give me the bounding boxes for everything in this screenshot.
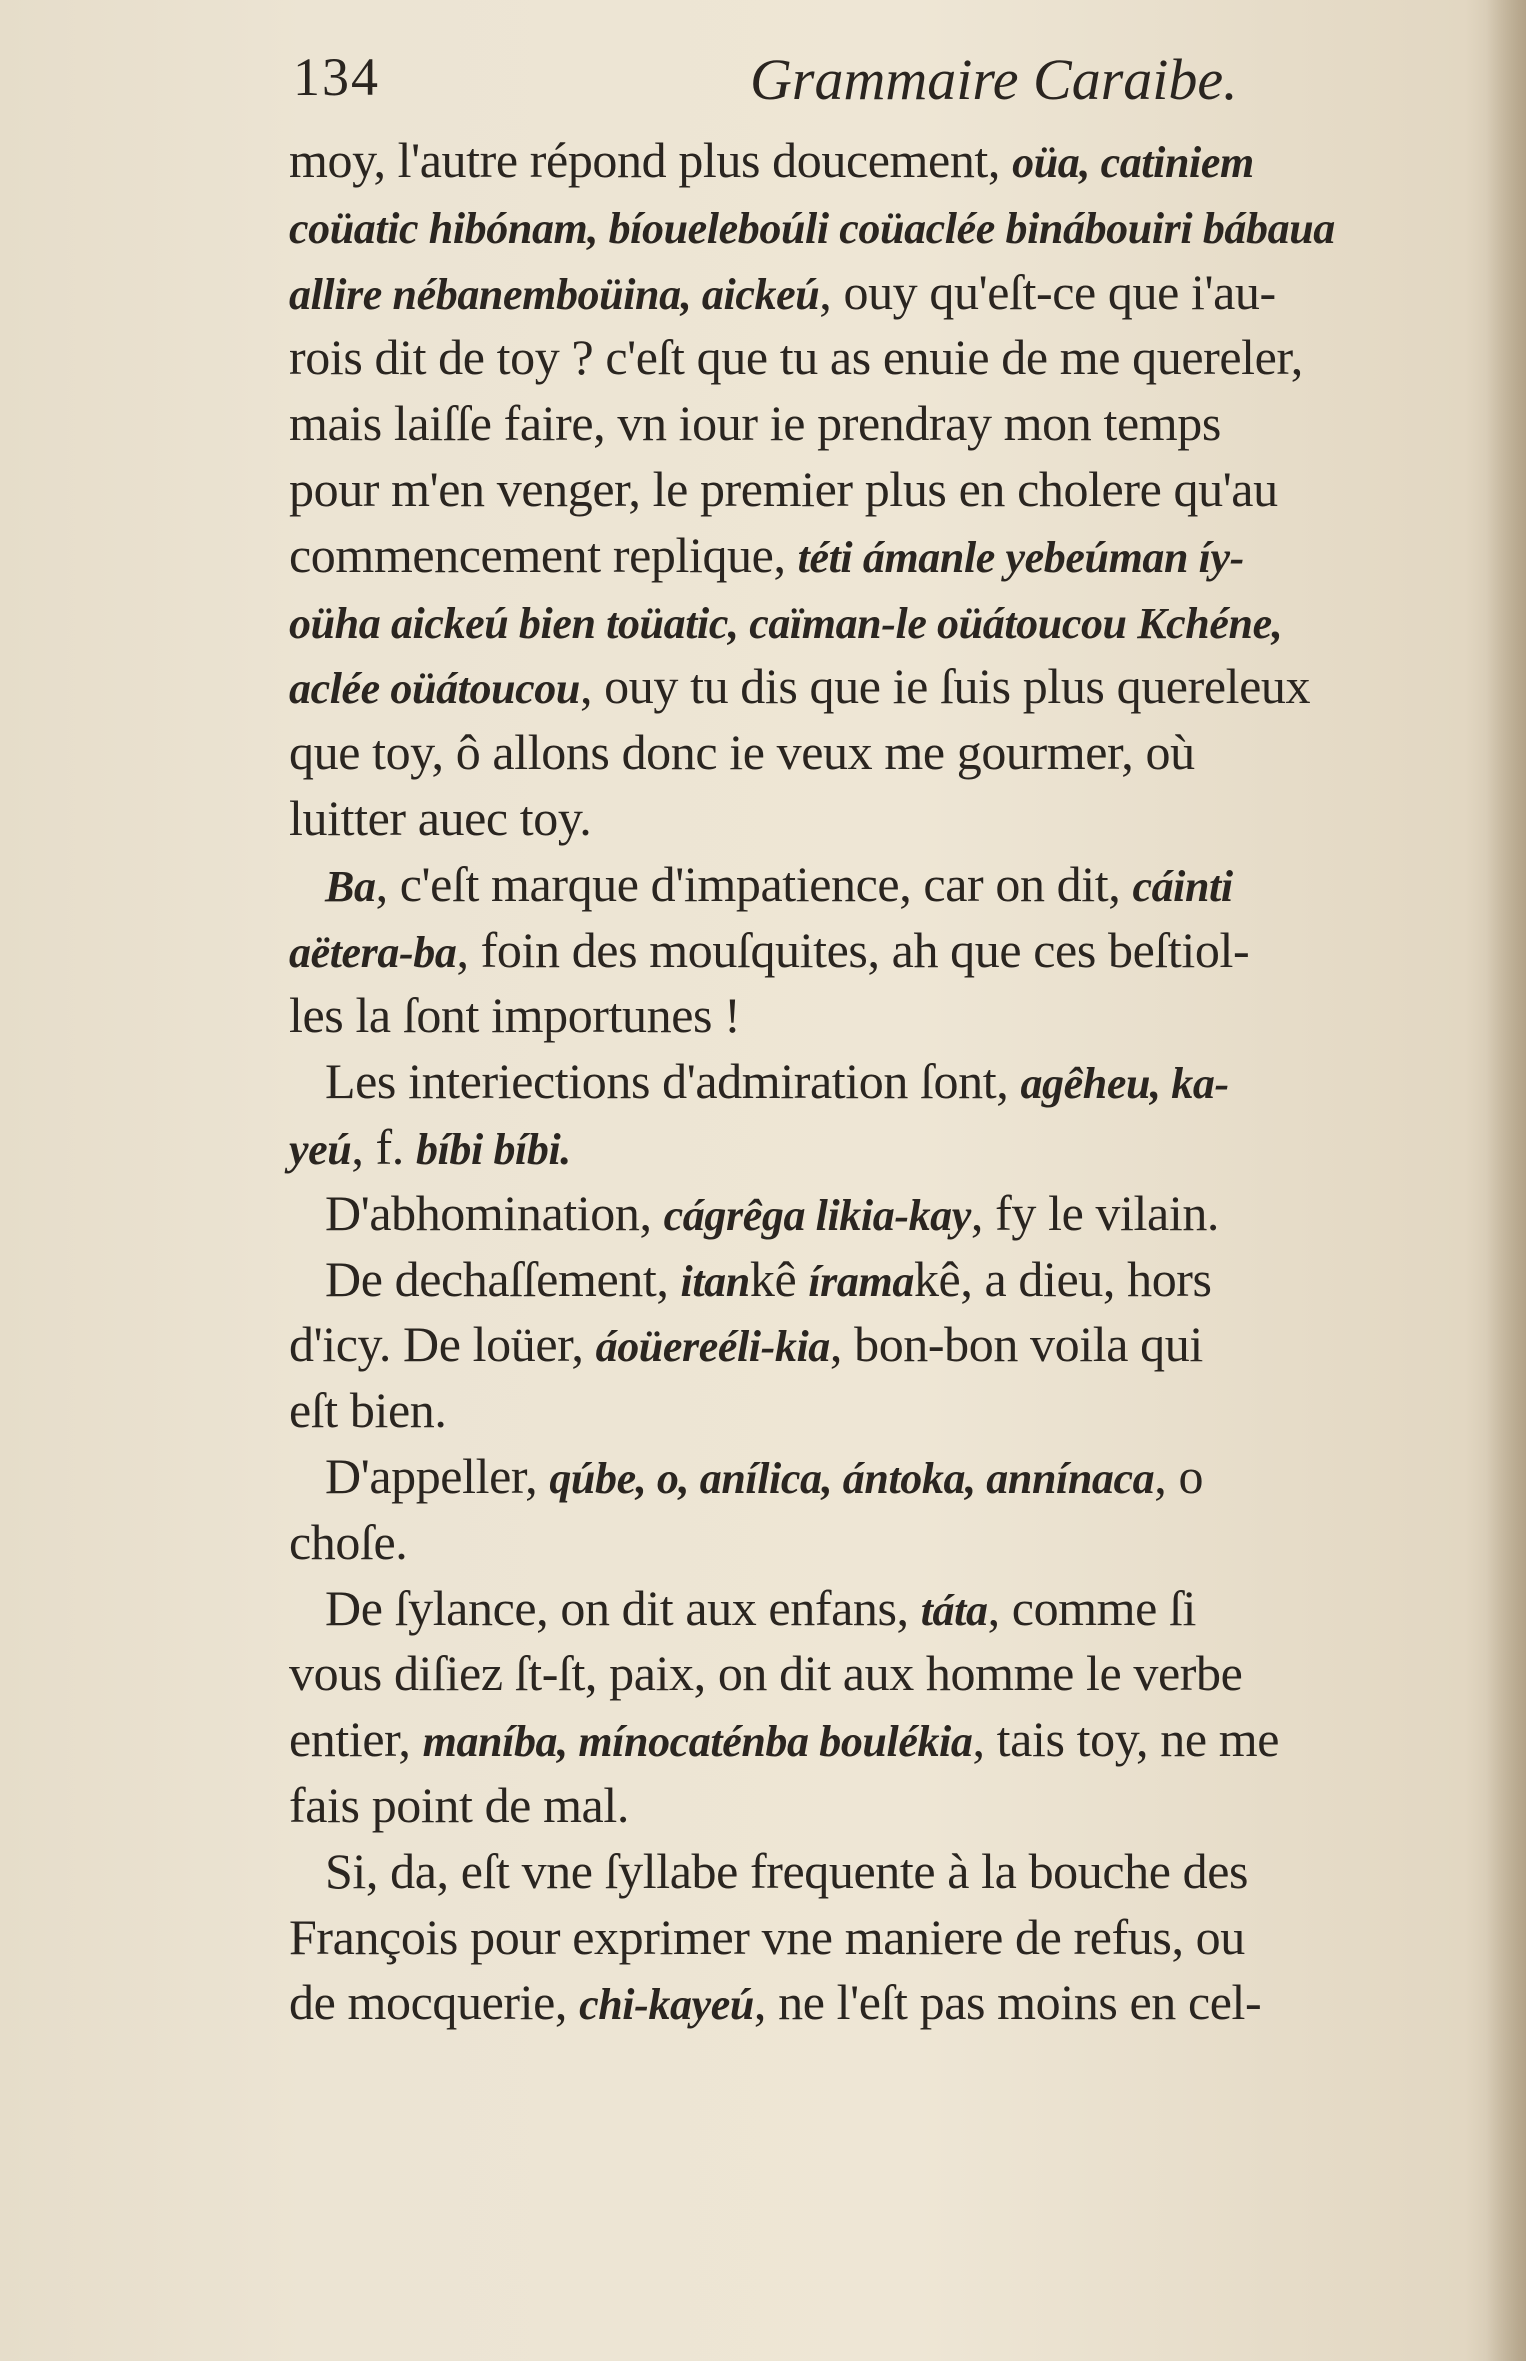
text-segment: choſe. <box>289 1513 408 1570</box>
text-line <box>289 1839 1499 1905</box>
text-line <box>289 1049 1499 1115</box>
carib-term: írama <box>808 1256 914 1306</box>
text-line <box>289 325 1499 391</box>
text-segment: François pour exprimer vne maniere de refus, ou <box>289 1908 1245 1965</box>
text-segment: De ſylance, on dit aux enfans, <box>325 1579 921 1636</box>
text-segment: , o <box>1154 1447 1204 1504</box>
text-segment: kê <box>749 1250 809 1307</box>
text-segment: mais laiſſe faire, vn iour ie prendray mon temps <box>289 395 1221 452</box>
carib-term: allire nébanemboüina, aickeú <box>289 269 820 319</box>
text-segment: D'abhomination, <box>325 1184 664 1241</box>
carib-term: qúbe, o, anílica, ántoka, annínaca <box>549 1453 1155 1503</box>
carib-term: aëtera-ba <box>289 927 457 977</box>
text-segment: fais point de mal. <box>289 1776 629 1833</box>
text-line <box>289 1247 1499 1313</box>
text-line <box>289 918 1499 984</box>
carib-term: maníba, mínocaténba boulékia <box>422 1717 973 1767</box>
carib-term: téti ámanle yebeúman íy- <box>797 532 1244 582</box>
text-segment: Si, da, eſt vne ſyllabe frequente à la bouche des <box>325 1842 1249 1899</box>
text-segment: , f. <box>351 1118 416 1175</box>
carib-term: áoüereéli-kia <box>595 1322 830 1372</box>
text-line <box>289 1707 1499 1773</box>
text-line <box>289 1312 1499 1378</box>
carib-term: cágrêga likia-kay <box>663 1190 971 1240</box>
text-line <box>289 720 1499 786</box>
text-segment: moy, l'autre répond plus doucement, <box>289 132 1013 188</box>
text-line <box>289 589 1499 655</box>
text-line <box>289 1378 1499 1444</box>
text-segment: , tais toy, ne me <box>972 1711 1280 1768</box>
text-line <box>289 260 1499 326</box>
text-line <box>289 654 1499 720</box>
page-number: 134 <box>293 47 380 107</box>
running-title: Grammaire Caraibe. <box>750 47 1238 112</box>
text-line <box>289 457 1499 523</box>
text-segment: luitter auec toy. <box>289 789 592 846</box>
text-segment: entier, <box>289 1711 423 1768</box>
carib-term: itan <box>680 1256 750 1306</box>
text-segment: Les interiections d'admiration ſont, <box>325 1053 1021 1110</box>
text-segment: , comme ſi <box>987 1579 1197 1636</box>
text-line <box>289 1115 1499 1181</box>
text-segment: , foin des mouſquites, ah que ces beſtiol- <box>456 921 1250 978</box>
text-line <box>289 786 1499 852</box>
text-segment: eſt bien. <box>289 1382 447 1439</box>
text-segment: , ne l'eſt pas moins en cel- <box>753 1974 1262 2031</box>
text-segment: rois dit de toy ? c'eſt que tu as enuie de me quereler, <box>289 329 1303 386</box>
carib-term: cáinti <box>1132 861 1233 911</box>
text-line <box>289 852 1499 918</box>
carib-term: táta <box>920 1585 988 1635</box>
text-line <box>289 1641 1499 1707</box>
text-segment: , fy le vilain. <box>970 1184 1220 1241</box>
carib-term: chi-kayeú <box>579 1980 754 2030</box>
text-segment: les la ſont importunes ! <box>289 987 741 1044</box>
text-segment: d'icy. De loüer, <box>289 1316 596 1373</box>
text-line <box>289 1444 1499 1510</box>
body-text <box>289 128 1499 2036</box>
text-line <box>289 1181 1499 1247</box>
carib-term: oüa, catiniem <box>1012 138 1254 187</box>
text-segment: que toy, ô allons donc ie veux me gourmer, où <box>289 724 1195 781</box>
text-segment: D'appeller, <box>325 1447 550 1504</box>
text-line <box>289 194 1499 260</box>
text-line <box>289 1905 1499 1971</box>
text-line <box>289 128 1499 194</box>
carib-term: aclée oüátoucou <box>289 664 580 714</box>
text-line <box>289 523 1499 589</box>
carib-term: agêheu, ka- <box>1020 1059 1229 1109</box>
text-segment: kê, a dieu, hors <box>913 1250 1212 1307</box>
text-segment: commencement replique, <box>289 526 798 583</box>
carib-term: coüatic hibónam, bíoueleboúli coüaclée binábouiri bábaua <box>289 203 1335 253</box>
text-line <box>289 1773 1499 1839</box>
text-segment: , ouy tu dis que ie ſuis plus quereleux <box>579 658 1311 715</box>
text-segment: pour m'en venger, le premier plus en cholere qu'au <box>289 460 1278 517</box>
text-segment: , bon-bon voila qui <box>829 1316 1203 1373</box>
text-line <box>289 983 1499 1049</box>
text-segment: , c'eſt marque d'impatience, car on dit, <box>375 855 1133 912</box>
text-segment: , ouy qu'eſt-ce que i'au- <box>819 263 1276 320</box>
carib-term: Ba <box>325 861 376 911</box>
text-line <box>289 1510 1499 1576</box>
text-segment: de mocquerie, <box>289 1974 580 2031</box>
carib-term: oüha aickeú bien toüatic, caïman-le oüátoucou Kchéne, <box>289 598 1283 648</box>
text-line <box>289 1576 1499 1642</box>
page-header <box>293 46 1493 126</box>
text-line <box>289 391 1499 457</box>
text-segment: De dechaſſement, <box>325 1250 681 1307</box>
carib-term: yeú <box>289 1124 352 1174</box>
text-segment: vous diſiez ſt-ſt, paix, on dit aux homme le verbe <box>289 1645 1243 1702</box>
text-line <box>289 1970 1499 2036</box>
carib-term: bíbi bíbi. <box>416 1124 571 1174</box>
